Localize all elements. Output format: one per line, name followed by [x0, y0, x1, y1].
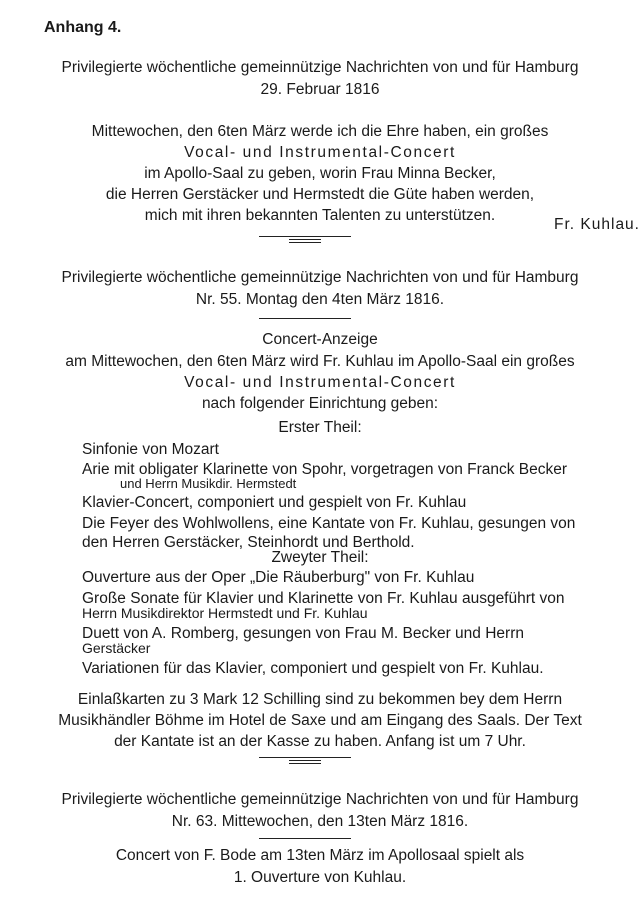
body-line: am Mittewochen, den 6ten März wird Fr. Kuhlau im Apollo-Saal ein großes [65, 353, 575, 370]
body-line: Musikhändler Böhme im Hotel de Saxe und am Eingang des Saals. Der Text [58, 712, 582, 729]
item-subtext: Gerstäcker [82, 640, 151, 656]
body-line: im Apollo-Saal zu geben, worin Frau Minna Becker, [144, 165, 496, 182]
program-item [82, 568, 582, 587]
section3-body [0, 846, 640, 887]
program-item [82, 440, 582, 459]
body-line: mich mit ihren bekannten Talenten zu unterstützen. [144, 207, 496, 224]
part1-program [82, 440, 582, 552]
signature-name: Fr. Kuhlau. [554, 216, 640, 233]
body-line: Mittewochen, den 6ten März werde ich die Ehre haben, ein großes [91, 123, 549, 140]
divider-rule [259, 236, 351, 243]
body-line: nach folgender Einrichtung geben: [201, 395, 439, 412]
issue-date: Nr. 63. Mittewochen, den 13ten März 1816. [171, 813, 469, 830]
issue-date: 29. Februar 1816 [260, 81, 380, 98]
newspaper-title: Privilegierte wöchentliche gemeinnützige Nachrichten von und für Hamburg [61, 791, 579, 808]
program-item [82, 589, 582, 621]
divider-rule [259, 757, 351, 764]
appendix-label: Anhang 4. [44, 19, 122, 36]
part1-title [0, 418, 640, 437]
part-title: Zweyter Theil: [271, 549, 369, 566]
announcement-heading: Concert-Anzeige [262, 331, 378, 348]
item-text: Klavier-Concert, componiert und gespielt von Fr. Kuhlau [82, 494, 467, 511]
body-line: Einlaßkarten zu 3 Mark 12 Schilling sind zu bekommen bey dem Herrn [77, 691, 563, 708]
newspaper-title: Privilegierte wöchentliche gemeinnützige Nachrichten von und für Hamburg [61, 269, 579, 286]
body-line: Vocal- und Instrumental-Concert [184, 374, 456, 391]
item-continuation: den Herren Gerstäcker, Steinhordt und Berthold. [82, 534, 415, 551]
body-line: die Herren Gerstäcker und Hermstedt die Güte haben werden, [105, 186, 535, 203]
program-item [82, 493, 582, 512]
item-subtext: und Herrn Musikdir. Hermstedt [120, 476, 297, 491]
body-line: der Kantate ist an der Kasse zu haben. Anfang ist um 7 Uhr. [114, 733, 526, 750]
divider-rule [259, 838, 351, 845]
body-line: 1. Ouverture von Kuhlau. [233, 869, 407, 886]
program-item [82, 659, 582, 678]
item-text: Große Sonate für Klavier und Klarinette von Fr. Kuhlau ausgeführt von [82, 590, 565, 607]
section3-header [0, 790, 640, 831]
part2-program [82, 568, 582, 678]
program-item [82, 514, 582, 552]
item-subtext: Herrn Musikdirektor Hermstedt und Fr. Kuhlau [82, 605, 368, 621]
newspaper-title: Privilegierte wöchentliche gemeinnützige Nachrichten von und für Hamburg [61, 59, 579, 76]
item-text: Sinfonie von Mozart [82, 441, 219, 458]
item-text: Die Feyer des Wohlwollens, eine Kantate von Fr. Kuhlau, gesungen von [82, 515, 576, 532]
section2-intro [0, 330, 640, 413]
item-text: Arie mit obligater Klarinette von Spohr, vorgetragen von Franck Becker [82, 461, 568, 478]
body-line: Concert von F. Bode am 13ten März im Apollosaal spielt als [115, 847, 525, 864]
section2-header [0, 268, 640, 309]
section1-header [0, 58, 640, 99]
program-item [82, 624, 582, 656]
part2-title [0, 548, 640, 567]
body-line: Vocal- und Instrumental-Concert [184, 144, 456, 161]
section1-body [0, 122, 640, 225]
divider-rule [259, 318, 351, 325]
section2-closing [0, 690, 640, 751]
item-text: Variationen für das Klavier, componiert und gespielt von Fr. Kuhlau. [82, 660, 544, 677]
part-title: Erster Theil: [278, 419, 362, 436]
issue-date: Nr. 55. Montag den 4ten März 1816. [195, 291, 445, 308]
program-item [82, 460, 582, 490]
item-text: Ouverture aus der Oper „Die Räuberburg" von Fr. Kuhlau [82, 569, 475, 586]
item-text: Duett von A. Romberg, gesungen von Frau M. Becker und Herrn [82, 625, 524, 642]
signature [0, 215, 640, 234]
